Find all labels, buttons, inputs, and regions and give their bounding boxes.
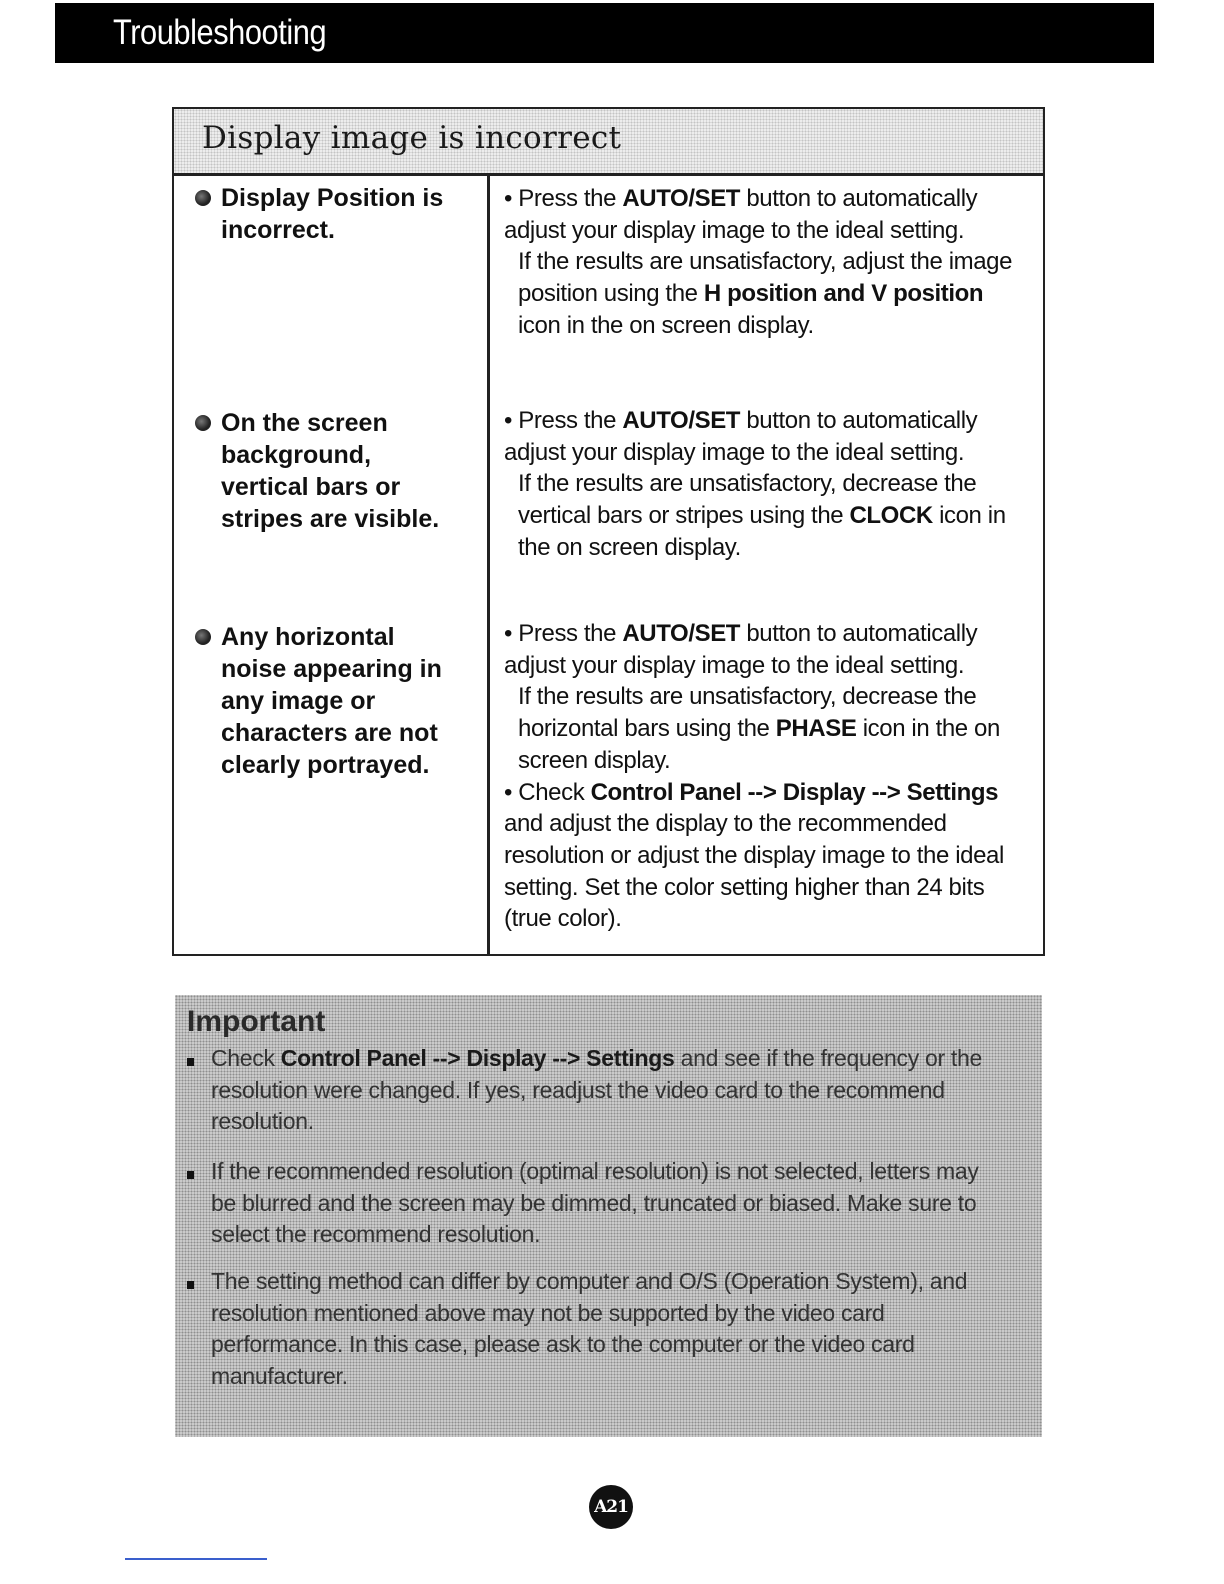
symptom-vertical-bars: On the screen background, vertical bars or stripes are visible. (195, 407, 465, 535)
round-bullet-icon (195, 629, 211, 645)
important-box (175, 995, 1042, 1437)
solution-display-position (504, 183, 1024, 342)
round-bullet-icon (195, 190, 211, 206)
important-item: The setting method can differ by computer and O/S (Operation System), and resolution mentioned above may not be supported by the video card performance. In this case, please ask to the computer or the video card manufacturer. (187, 1266, 1007, 1392)
solution-paragraph: If the results are unsatisfactory, decrease the vertical bars or stripes using the CLOCK icon in the on screen display. (518, 470, 1006, 561)
solution-paragraph: • Press the AUTO/SET button to automatically adjust your display image to the ideal setting. (504, 407, 978, 466)
page-header (55, 3, 1154, 63)
column-divider (487, 176, 490, 954)
solution-paragraph: • Press the AUTO/SET button to automatically adjust your display image to the ideal setting. (504, 620, 978, 679)
solution-vertical-bars (504, 405, 1024, 564)
section-heading: Display image is incorrect (202, 120, 622, 156)
important-heading: Important (187, 1005, 326, 1038)
page-title: Troubleshooting (113, 13, 327, 52)
important-item: If the recommended resolution (optimal resolution) is not selected, letters may be blurred and the screen may be dimmed, truncated or biased. Make sure to select the recommend resolution. (187, 1156, 1007, 1251)
table-heading-bar (174, 109, 1043, 176)
symptom-horizontal-noise: Any horizontal noise appearing in any image or characters are not clearly portrayed. (195, 621, 465, 781)
footer-line (125, 1558, 267, 1560)
square-bullet-icon (187, 1058, 194, 1066)
symptom-display-position: Display Position is incorrect. (195, 182, 465, 246)
square-bullet-icon (187, 1281, 194, 1289)
important-item: Check Control Panel --> Display --> Settings and see if the frequency or the resolution were changed. If yes, readjust the video card to the recommend resolution. (187, 1043, 1007, 1138)
solution-paragraph: • Press the AUTO/SET button to automatically adjust your display image to the ideal setting. (504, 185, 978, 244)
solution-paragraph: If the results are unsatisfactory, adjust the image position using the H position and V position icon in the on screen display. (518, 248, 1013, 339)
solution-paragraph: If the results are unsatisfactory, decrease the horizontal bars using the PHASE icon in the on screen display. (518, 683, 1000, 774)
page-number-badge: A21 (589, 1485, 633, 1529)
troubleshooting-table (172, 107, 1045, 956)
solution-paragraph: • Check Control Panel --> Display --> Settings and adjust the display to the recommended resolution or adjust the display image to the ideal setting. Set the color setting higher than 24 bits (true color). (504, 778, 1004, 933)
round-bullet-icon (195, 415, 211, 431)
square-bullet-icon (187, 1171, 194, 1179)
solution-horizontal-noise (504, 618, 1024, 935)
